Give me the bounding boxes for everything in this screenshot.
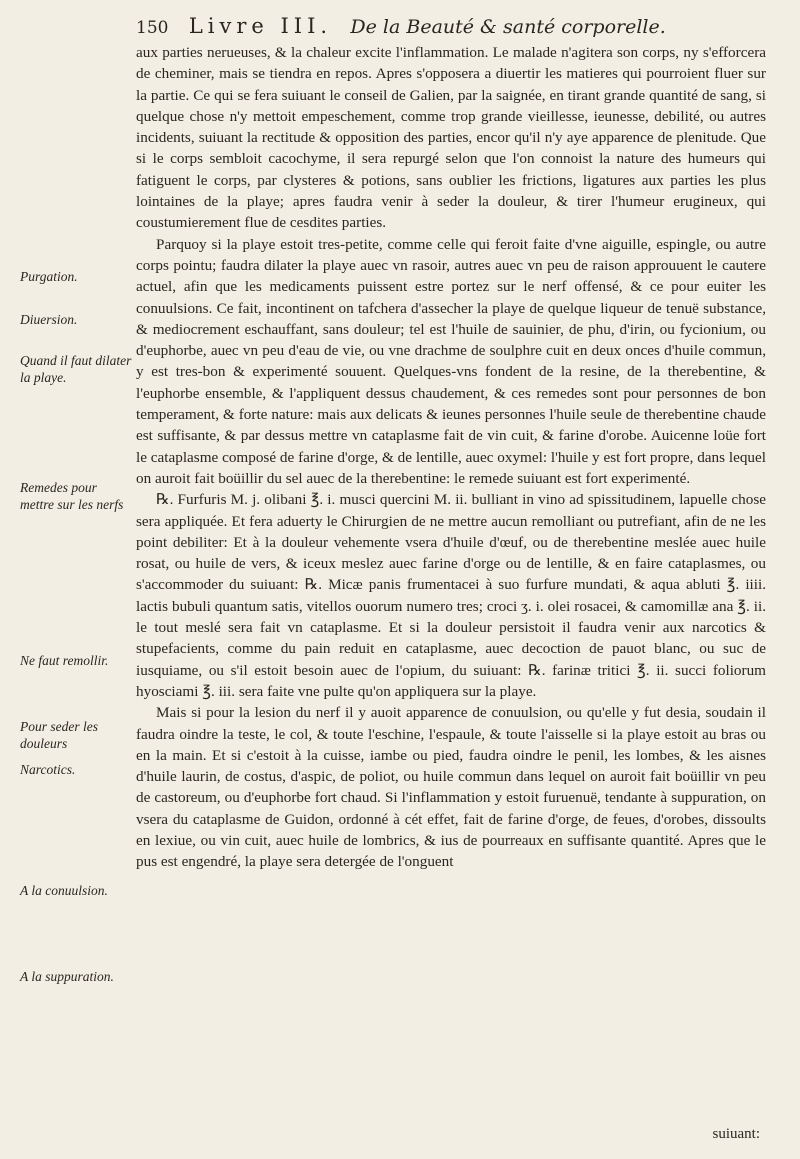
paragraph: Mais si pour la lesion du nerf il y auoit apparence de conuulsion, ou qu'elle y fut desia, soudain il faudra oindre la teste, le col, & toute l'eschine, l'espaule, & toute l'aisselle si la playe estoit au bras ou en la main. Et si c'estoit à la cuisse, iambe ou pied, faudra oindre le penil, les lombes, & les aisnes d'huile laurin, de costus, d'aspic, de poliot, ou huile commun dans lequel on auroit fait boüillir vn peu de castoreum, ou d'euphorbe fort chaud. Si l'inflammation y estoit furuenuë, tendante à suppuration, on vsera du cataplasme de Guidon, ordonné à cét effet, fait de farine d'orge, de feues, d'orobes, dissoults en lexiue, ou vin cuit, auec huile de lombrics, & ius de pourreaux en suffisante quantité. Apres que le pus est engendré, la playe sera detergée de l'onguent	[136, 704, 766, 871]
margin-note: Narcotics.	[20, 762, 76, 777]
catchword: suiuant:	[712, 1126, 760, 1142]
paragraph: aux parties nerueuses, & la chaleur excite l'inflammation. Le malade n'agitera son corps, ny s'efforcera de cheminer, mais se tiendra en repos. Apres s'opposera a diuertir les matieres qui pourroient fluer sur la partie. Ce qui se fera suiuant le conseil de Galien, par la saignée, en tirant grande quantité de sang, si quelque chose n'y mettoit empeschement, comme trop grande vieillesse, ieunesse, debilité, ou autres incidents, suiuant la rectitude & opposition des parties, encor qu'il n'y aye apparence de plenitude. Que si le corps sembloit cacochyme, il sera repurgé selon que l'on connoist la nature des humeurs qui fatiguent le corps, par clysteres & potions, sans oublier les frictions, ligatures aux parties les plus lointaines de la playe; apres faudra venir à seder la douleur, & tirer l'humeur erugineux, qui coustumierement flue de cesdites parties.	[136, 44, 766, 232]
margin-note: Diuersion.	[20, 312, 78, 327]
paragraph: Parquoy si la playe estoit tres-petite, comme celle qui feroit faite d'vne aiguille, espingle, ou autre corps pointu; faudra dilater la playe auec vn rasoir, autres auec vn peu de raison approuuent le cautere actuel, afin que les medicaments puissent estre portez sur le nerf offensé, & ce pour euiter les conuulsions. Ce fait, incontinent on tafchera d'assecher la playe de quelque liqueur de tenuë substance, & mediocrement eschauffant, sans douleur; tel est l'huile de sauinier, de phu, d'irin, ou fycionium, ou d'euphorbe, auec vn peu d'eau de vie, ou vne drachme de soulphre cuit en deux onces d'huile commun, y est tres-bon & experimenté souuent. Quelques-vns fondent de la resine, de la therebentine, & l'euphorbe ensemble, & l'appliquent dessus chaudement, & ces remedes sont pour personnes de bon temperament, & forte nature: mais aux delicats & ieunes personnes l'huile seule de therebentine chaude est suffisante, & par dessus mettre vn cataplasme fait de vin cuit, & farine d'orobe. Auicenne loüe fort le cataplasme composé de farine d'orge, & de lentille, auec oxymel: l'huile y est fort propre, dans lequel on auroit fait boüillir du sel auec de la therebentine: le remede suiuant est fort experimenté.	[136, 235, 766, 487]
main-text	[136, 42, 766, 873]
margin-note: Purgation.	[20, 269, 78, 284]
paragraph: ℞. Furfuris M. j. olibani ℥. i. musci quercini M. ii. bulliant in vino ad spissitudinem, lapuelle chose sera appliquée. Et fera aduerty le Chirurgien de ne mettre aucun remolliant ou putrefiant, afin de ne les point debiliter: Et à la douleur vehemente vsera d'huile d'œuf, ou de therebentine meslée auec huile rosat, ou huile de vers, & iceux meslez auec farine d'orge ou de lentille, & en faire cataplasmes, ou s'accommoder du suiuant: ℞. Micæ panis frumentacei à suo furfure mundati, & aqua abluti ℥. iiii. lactis bubuli quantum satis, vitellos ouorum numero tres; croci ʒ. i. olei rosacei, & camomillæ ana ℥. ii. le tout meslé sera fait vn cataplasme. Et si la douleur persistoit il faudra venir aux narcotics & stupefacients, comme du pain reduit en cataplasme, auec decoction de pauot blanc, ou suc de iusquiame, ou s'il estoit besoin auec de l'opium, du suiuant: ℞. farinæ tritici ℥. ii. succi foliorum hyosciami ℥. iii. sera faite vne pulte qu'on appliquera sur la playe.	[136, 491, 766, 700]
margin-note: Pour seder les douleurs	[20, 719, 98, 751]
page-subtitle: De la Beauté & santé corporelle.	[350, 16, 666, 38]
margin-note: Ne faut remollir.	[20, 653, 109, 668]
running-header	[136, 14, 766, 40]
margin-note: Remedes pour mettre sur les nerfs	[20, 480, 124, 512]
margin-note: A la conuulsion.	[20, 883, 108, 898]
margin-note: Quand il faut dilater la playe.	[20, 353, 132, 385]
book-title: Livre III.	[188, 14, 333, 38]
page-number: 150	[136, 18, 169, 38]
margin-note: A la suppuration.	[20, 969, 114, 984]
